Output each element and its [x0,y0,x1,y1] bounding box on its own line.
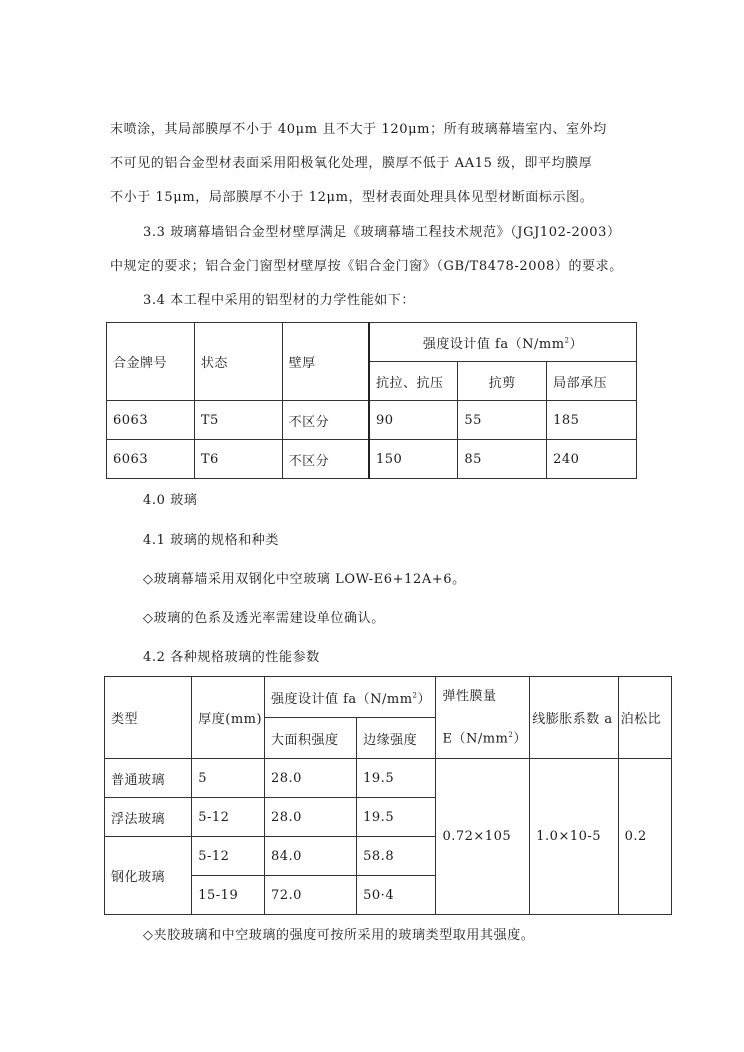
cell-poisson: 0.2 [618,759,671,915]
header-expansion: 线膨胀系数 a [530,677,618,759]
paragraph-wall-thickness-line-2: 中规定的要求；铝合金门窗型材壁厚按《铝合金门窗》（GB/T8478-2008）的要求。 [110,259,623,274]
cell-type: 钢化玻璃 [105,837,192,915]
header-edge: 边缘强度 [357,718,436,759]
header-thickness: 壁厚 [282,323,369,401]
header-strength-group: 强度设计值 $fa(N/mm^2)$ [264,677,436,718]
cell-type: 浮法玻璃 [105,798,192,837]
header-strength-group: 强度设计值 $fa(N/mm^2)$ [369,323,637,362]
cell-thickness: 5 [192,759,265,798]
table-row [107,440,637,479]
cell-thickness: 15-19 [192,876,265,915]
cell-bearing: 240 [547,440,637,479]
cell-large-area: 28.0 [264,798,356,837]
cell-thickness: 5-12 [192,837,265,876]
cell-alloy: 6063 [107,440,195,479]
cell-expansion: 1.0×10-5 [530,759,618,915]
cell-modulus: 0.72×105 [436,759,530,915]
heading-glass: 4.0 玻璃 [143,493,198,508]
heading-glass-performance: 4.2 各种规格玻璃的性能参数 [143,650,320,665]
glass-performance-table [104,676,672,915]
cell-edge: 58.8 [357,837,436,876]
bullet-glass-type: ◇玻璃幕墙采用双钢化中空玻璃 LOW-E6+12A+6。 [143,572,466,587]
cell-shear: 55 [458,401,547,440]
cell-edge: 50·4 [357,876,436,915]
header-poisson: 泊松比 [618,677,671,759]
cell-type: 普通玻璃 [105,759,192,798]
cell-temper: T5 [194,401,282,440]
header-large-area: 大面积强度 [264,718,356,759]
header-type: 类型 [105,677,192,759]
header-tension: 抗拉、抗压 [369,362,458,401]
cell-alloy: 6063 [107,401,195,440]
header-thickness: 厚度(mm) [192,677,265,759]
cell-edge: 19.5 [357,759,436,798]
bullet-laminated-glass-note: ◇夹胶玻璃和中空玻璃的强度可按所采用的玻璃类型取用其强度。 [143,928,535,943]
cell-large-area: 84.0 [264,837,356,876]
table-row [107,401,637,440]
cell-large-area: 72.0 [264,876,356,915]
paragraph-coating-line-3: 不小于 15μm，局部膜厚不小于 12μm，型材表面处理具体见型材断面标示图。 [110,190,594,205]
paragraph-coating-line-2: 不可见的铝合金型材表面采用阳极氧化处理，膜厚不低于 AA15 级，即平均膜厚 [110,156,593,171]
cell-tension: 150 [369,440,458,479]
table-row [105,759,672,798]
heading-glass-specs: 4.1 玻璃的规格和种类 [143,533,280,548]
cell-thickness: 5-12 [192,798,265,837]
header-alloy: 合金牌号 [107,323,195,401]
cell-temper: T6 [194,440,282,479]
cell-edge: 19.5 [357,798,436,837]
header-temper: 状态 [194,323,282,401]
paragraph-coating-line-1: 末喷涂，其局部膜厚不小于 40μm 且不大于 120μm；所有玻璃幕墙室内、室外均 [110,122,607,137]
cell-shear: 85 [458,440,547,479]
header-bearing: 局部承压 [547,362,637,401]
cell-tension: 90 [369,401,458,440]
paragraph-mechanical-intro: 3.4 本工程中采用的铝型材的力学性能如下： [143,293,416,308]
header-modulus: 弹性膜量 $E(N/mm^2)$ [436,677,530,759]
paragraph-wall-thickness-line-1: 3.3 玻璃幕墙铝合金型材壁厚满足《玻璃幕墙工程技术规范》（JGJ102-2003） [143,225,621,240]
cell-thickness: 不区分 [282,440,369,479]
cell-bearing: 185 [547,401,637,440]
cell-thickness: 不区分 [282,401,369,440]
bullet-glass-color: ◇玻璃的色系及透光率需建设单位确认。 [143,611,385,626]
aluminum-properties-table [106,322,637,479]
header-shear: 抗剪 [458,362,547,401]
cell-large-area: 28.0 [264,759,356,798]
